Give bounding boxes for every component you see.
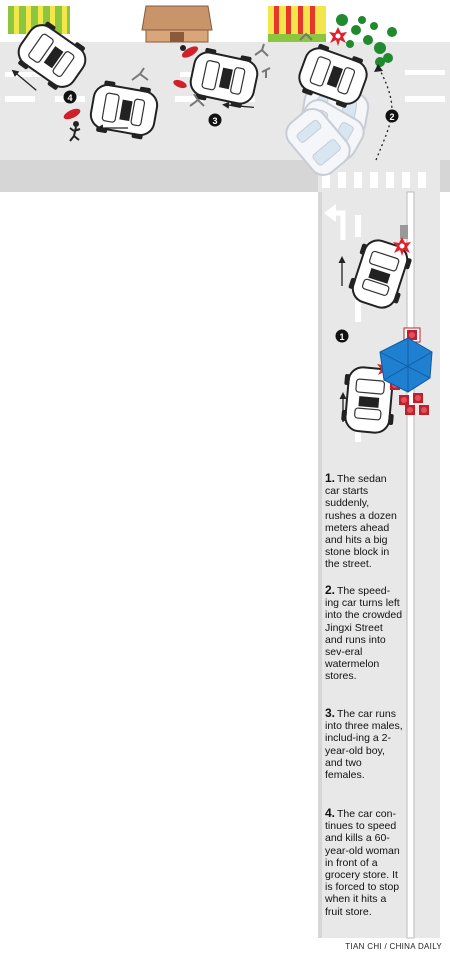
step-number: 4. [325,806,336,820]
marker-2 [386,110,399,123]
step-3 [325,707,403,781]
step-text: The car runs into three males, includ-ing a 2-year-old boy, and two females. [325,708,403,782]
step-4 [325,807,403,918]
sidewalk-strip [407,192,414,938]
step-text: The sedan car starts suddenly, rushes a dozen meters ahead and hits a big stone block in the street. [325,473,397,571]
step-number: 2. [325,583,336,597]
svg-text:3: 3 [212,116,218,126]
step-number: 3. [325,706,336,720]
car-icon [88,79,160,141]
road-curb [318,192,322,938]
step-2 [325,584,403,683]
svg-text:2: 2 [389,112,395,122]
svg-text:1: 1 [339,332,345,342]
store-fruit [268,6,326,42]
step-text: The car con-tinues to speed and kills a 60-year-old woman in front of a grocery store. It is forced to stop when it hits a fruit store. [325,808,400,918]
marker-4 [64,91,77,104]
svg-text:4: 4 [67,93,73,103]
credit-line: TIAN CHI / CHINA DAILY [345,942,442,951]
step-number: 1. [325,471,336,485]
step-1 [325,472,403,571]
marker-1 [336,330,349,343]
marker-3 [209,114,222,127]
step-text: The speed-ing car turns left into the crowded Jingxi Street and runs into sev-eral watermelon stores. [325,585,403,683]
stone-block [400,225,408,239]
store-brown-roof [142,6,212,42]
